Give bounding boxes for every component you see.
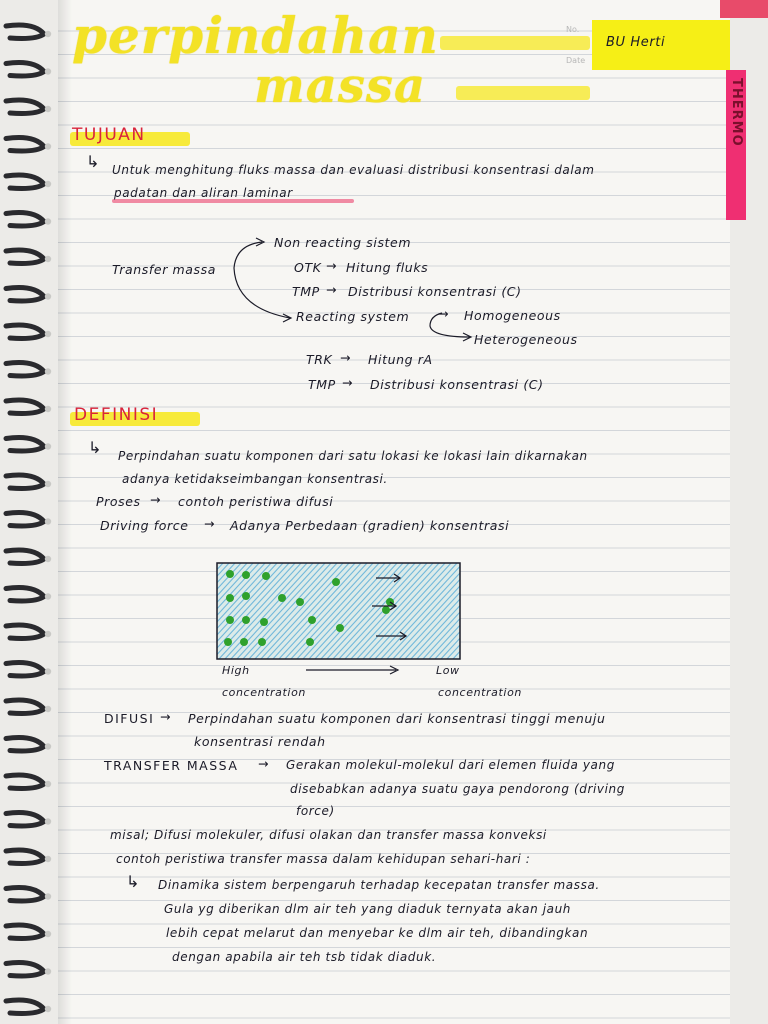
tmp2-value: Distribusi konsentrasi (C): [370, 377, 544, 392]
driving-force-label: Driving force: [100, 518, 189, 533]
ring-hole: [45, 481, 51, 487]
transfer-root: Transfer massa: [112, 262, 217, 277]
transfer-massa-term: TRANSFER MASSA: [104, 758, 239, 773]
transfer-massa-line2: disebabkan adanya suatu gaya pendorong (driving: [290, 782, 625, 796]
particle-dot: [278, 594, 286, 602]
ring-hole: [45, 818, 51, 824]
driving-force-arrow-icon: →: [204, 516, 216, 531]
particle-dot: [296, 598, 304, 606]
reacting-item: Reacting system: [296, 309, 410, 324]
non-reacting-item: Non reacting sistem: [274, 235, 412, 250]
particle-dot: [258, 638, 266, 646]
ring-hole: [45, 556, 51, 562]
tmp1-value: Distribusi konsentrasi (C): [348, 284, 522, 299]
spiral-ring: [6, 813, 44, 827]
definisi-heading: DEFINISI: [74, 405, 159, 425]
ring-hole: [45, 781, 51, 787]
contoh-line1: misal; Difusi molekuler, difusi olakan dan transfer massa konveksi: [110, 828, 547, 842]
transfer-massa-arrow-icon: →: [258, 756, 270, 771]
spiral-ring: [6, 850, 44, 864]
tmp2-arrow-icon: →: [342, 375, 354, 390]
particle-dot: [332, 578, 340, 586]
spiral-ring: [6, 925, 44, 939]
particle-dot: [382, 606, 390, 614]
ring-hole: [45, 668, 51, 674]
spiral-ring: [6, 1000, 44, 1014]
tmp1-label: TMP: [292, 284, 320, 299]
particle-dot: [226, 616, 234, 624]
contoh-line2: contoh peristiwa transfer massa dalam kehidupan sehari-hari :: [116, 852, 531, 866]
spiral-ring: [6, 588, 44, 602]
proses-label: Proses: [96, 494, 141, 509]
ring-hole: [45, 406, 51, 412]
tujuan-line1: Untuk menghitung fluks massa dan evaluasi distribusi konsentrasi dalam: [112, 163, 595, 177]
thermo-tab-label: THERMO: [729, 78, 744, 147]
page-title-line1: perpindahan: [72, 6, 439, 65]
spiral-ring: [6, 625, 44, 639]
diagram-direction-arrow-icon: [306, 664, 402, 676]
ring-hole: [45, 518, 51, 524]
diagram-concentration-left: concentration: [222, 686, 306, 699]
proses-arrow-icon: →: [150, 492, 162, 507]
particle-dot: [260, 618, 268, 626]
tujuan-line2: padatan dan aliran laminar: [114, 186, 293, 200]
contoh-line4: Gula yg diberikan dlm air teh yang diaduk ternyata akan jauh: [164, 902, 571, 916]
tmp1-arrow-icon: →: [326, 282, 338, 297]
particle-dot: [262, 572, 270, 580]
spiral-ring: [6, 888, 44, 902]
trk-label: TRK: [306, 352, 333, 367]
trk-value: Hitung rA: [368, 352, 433, 367]
particle-dot: [242, 616, 250, 624]
tmp2-label: TMP: [308, 377, 336, 392]
difusi-term: DIFUSI: [104, 711, 155, 726]
particle-dot: [226, 594, 234, 602]
ring-hole: [45, 631, 51, 637]
difusi-arrow-icon: →: [160, 709, 172, 724]
transfer-tree-connectors: [0, 0, 768, 400]
spiral-ring: [6, 738, 44, 752]
ring-hole: [45, 1006, 51, 1012]
contoh-arrow-icon: ↳: [126, 872, 141, 891]
diagram-high-label: High: [222, 664, 250, 677]
spiral-ring: [6, 438, 44, 452]
spiral-ring: [6, 475, 44, 489]
transfer-massa-line1: Gerakan molekul-molekul dari elemen fluida yang: [286, 758, 615, 772]
ring-hole: [45, 893, 51, 899]
ring-hole: [45, 443, 51, 449]
particle-dot: [224, 638, 232, 646]
ring-hole: [45, 593, 51, 599]
contoh-line6: dengan apabila air teh tsb tidak diaduk.: [172, 950, 437, 964]
homogeneous-arrow-icon: →: [438, 306, 450, 321]
diagram-low-label: Low: [436, 664, 460, 677]
particle-dot: [336, 624, 344, 632]
definisi-line2: adanya ketidakseimbangan konsentrasi.: [122, 472, 388, 486]
no-label: No.: [566, 25, 580, 34]
spiral-ring: [6, 663, 44, 677]
heterogeneous-item: Heterogeneous: [474, 332, 578, 347]
diagram-concentration-right: concentration: [438, 686, 522, 699]
ring-hole: [45, 931, 51, 937]
trk-arrow-icon: →: [340, 350, 352, 365]
particle-dot: [240, 638, 248, 646]
otk-arrow-icon: →: [326, 258, 338, 273]
particle-dot: [308, 616, 316, 624]
date-label: Date: [566, 56, 586, 65]
contoh-line5: lebih cepat melarut dan menyebar ke dlm air teh, dibandingkan: [166, 926, 589, 940]
particle-dot: [226, 570, 234, 578]
otk-value: Hitung fluks: [346, 260, 429, 275]
transfer-massa-line3: force): [296, 804, 335, 818]
particle-dot: [242, 571, 250, 579]
spiral-ring: [6, 775, 44, 789]
ring-hole: [45, 968, 51, 974]
ring-hole: [45, 706, 51, 712]
homogeneous-item: Homogeneous: [464, 308, 561, 323]
diffusion-diagram: [216, 562, 462, 662]
tujuan-heading: TUJUAN: [72, 125, 146, 145]
proses-value: contoh peristiwa difusi: [178, 494, 334, 509]
driving-force-value: Adanya Perbedaan (gradien) konsentrasi: [230, 518, 510, 533]
spiral-ring: [6, 963, 44, 977]
spiral-ring: [6, 400, 44, 414]
difusi-line1: Perpindahan suatu komponen dari konsentrasi tinggi menuju: [188, 711, 606, 726]
definisi-line1: Perpindahan suatu komponen dari satu lokasi ke lokasi lain dikarnakan: [118, 449, 588, 463]
definisi-arrow-icon: ↳: [88, 438, 103, 457]
ring-hole: [45, 856, 51, 862]
particle-dot: [242, 592, 250, 600]
spiral-ring: [6, 513, 44, 527]
otk-label: OTK: [294, 260, 322, 275]
ring-hole: [45, 743, 51, 749]
tujuan-arrow-icon: ↳: [86, 152, 101, 171]
teacher-name: BU Herti: [606, 35, 666, 50]
difusi-line2: konsentrasi rendah: [194, 734, 326, 749]
spiral-ring: [6, 700, 44, 714]
contoh-line3: Dinamika sistem berpengaruh terhadap kecepatan transfer massa.: [158, 878, 600, 892]
spiral-ring: [6, 550, 44, 564]
page-title-line2: massa: [254, 58, 427, 114]
particle-dot: [306, 638, 314, 646]
